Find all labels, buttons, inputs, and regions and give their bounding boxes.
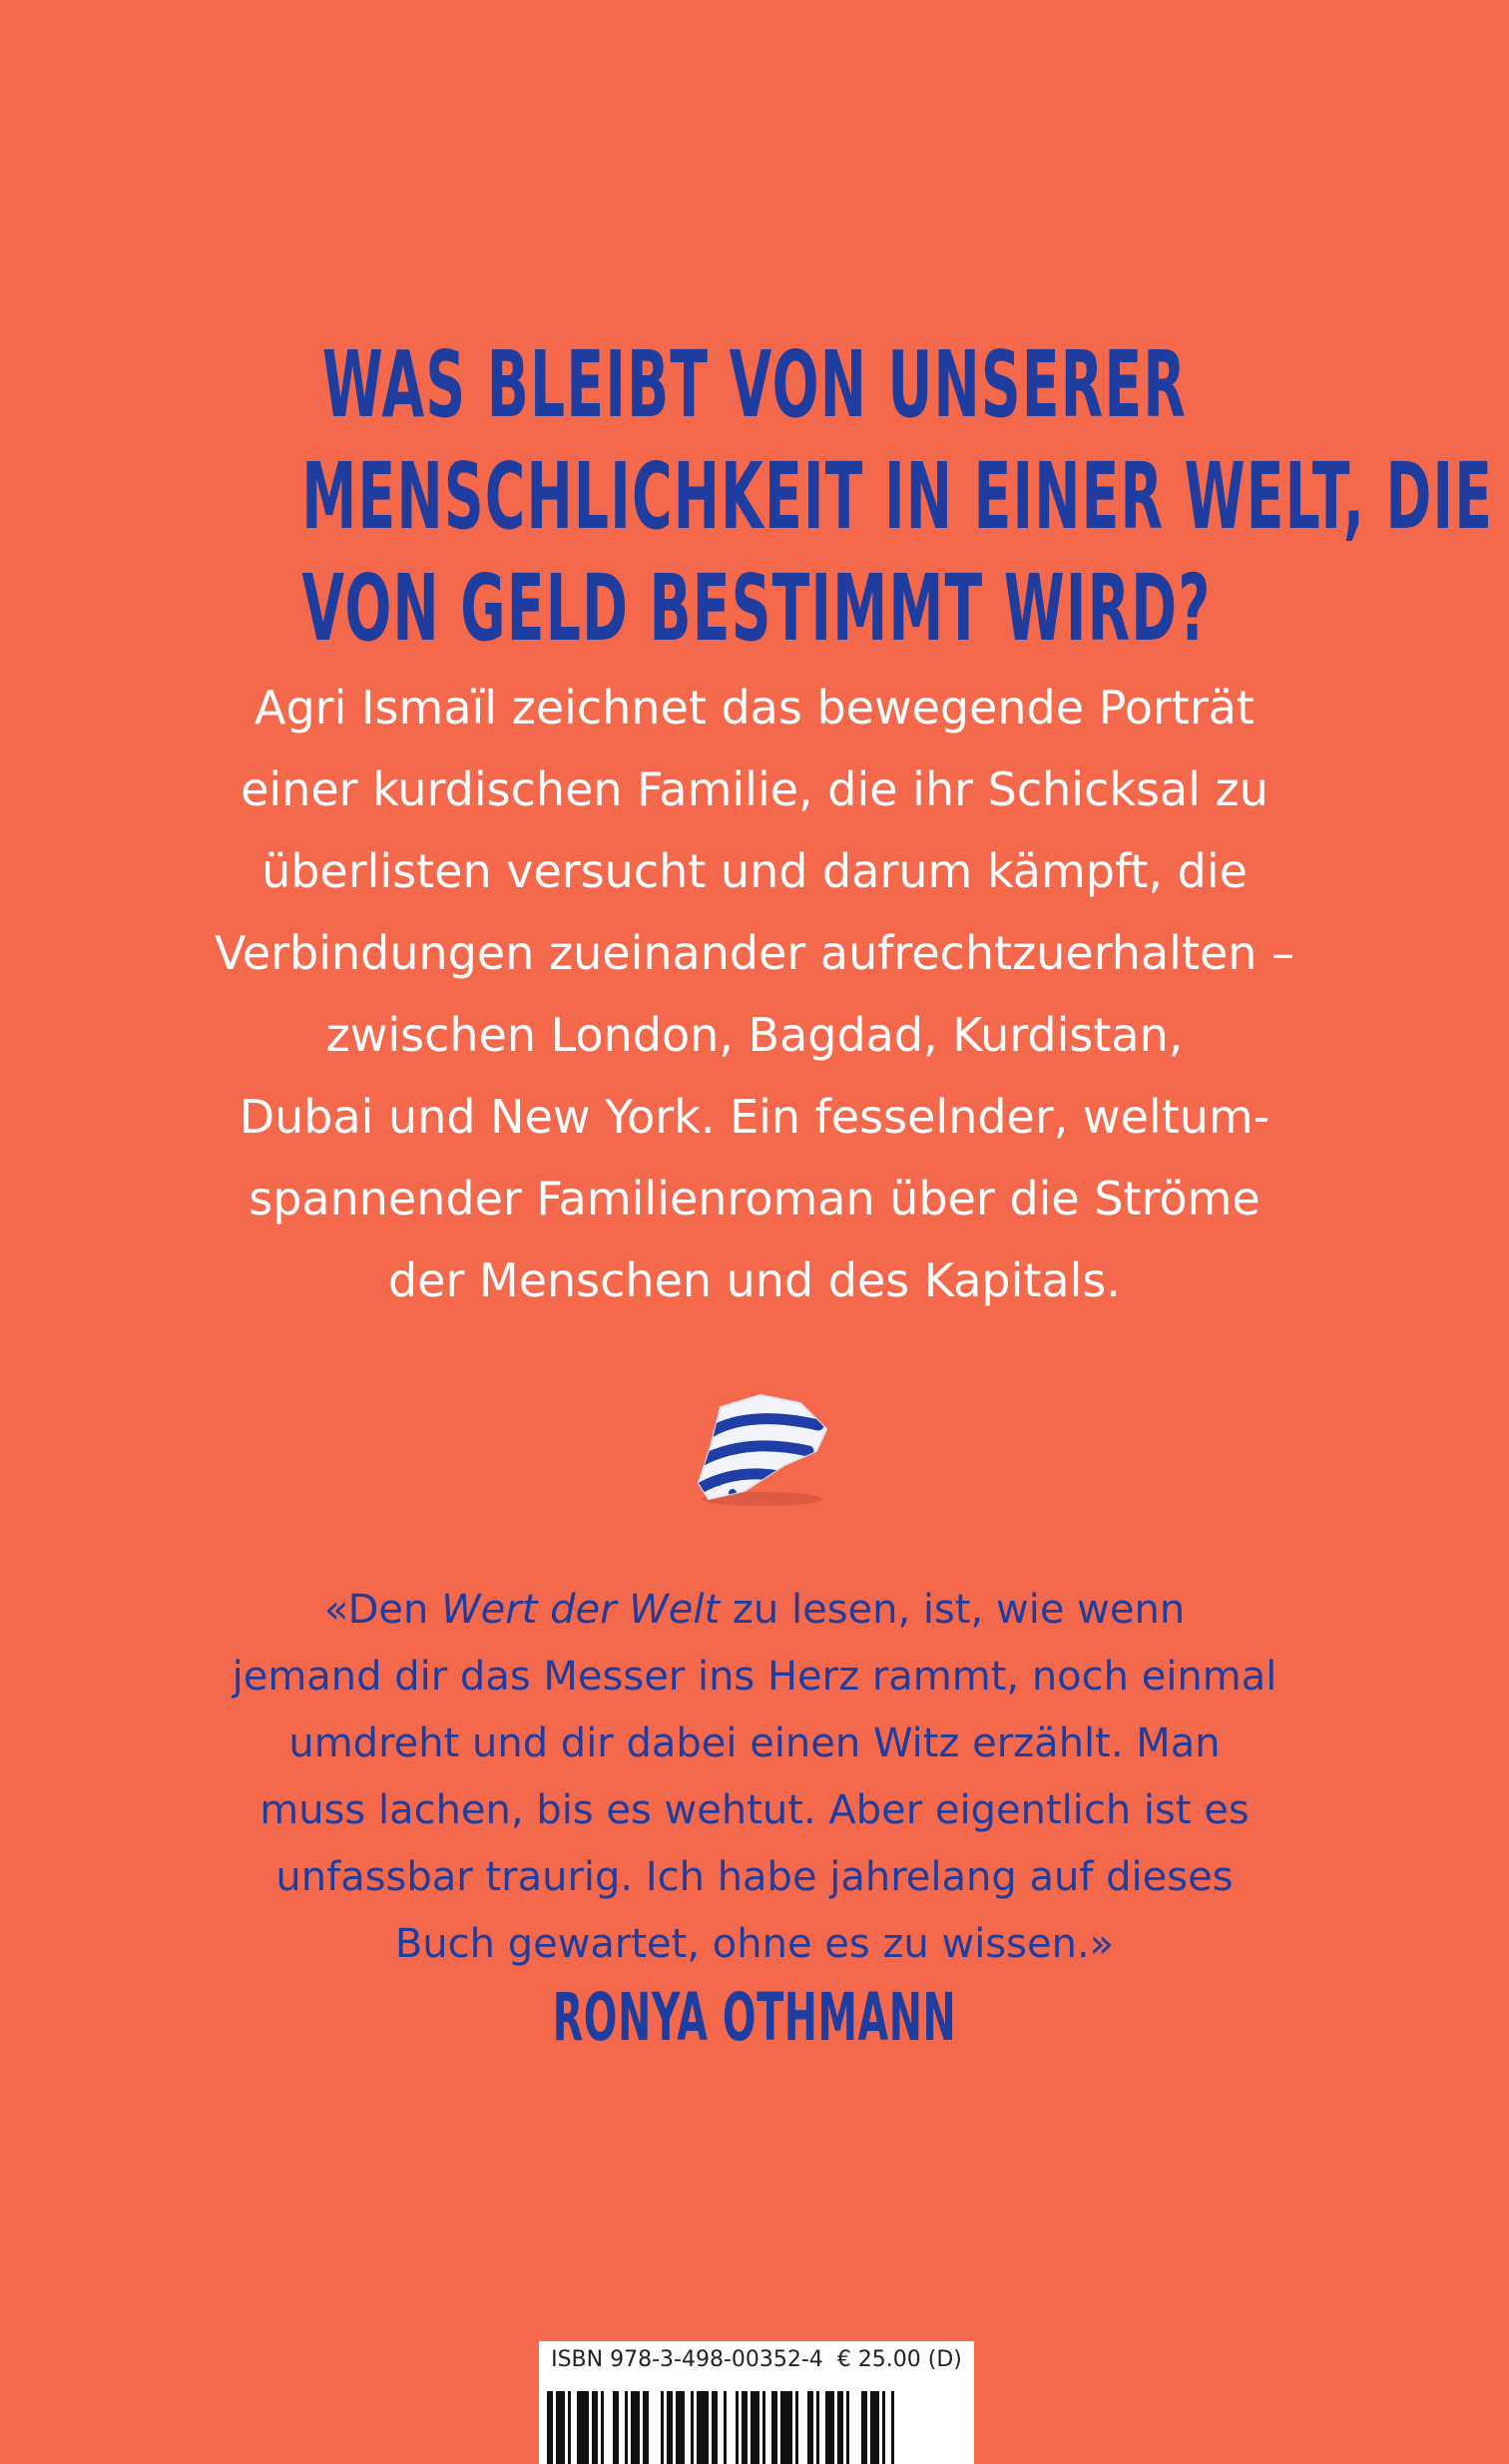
blurb-line: Agri Ismaïl zeichnet das bewegende Porträt [254, 681, 1255, 735]
blurb-line: Dubai und New York. Ein fesselnder, weltum- [239, 1090, 1270, 1144]
porcelain-shard-icon [689, 1389, 838, 1509]
barcode-stripe [882, 2391, 885, 2464]
quote-line: muss lachen, bis es wehtut. Aber eigentlich ist es [259, 1787, 1250, 1833]
barcode-stripe [568, 2391, 571, 2464]
quote-line [0, 1577, 1509, 1644]
blurb-line: spannender Familienroman über die Ströme [249, 1172, 1260, 1226]
barcode-stripe [661, 2391, 664, 2464]
headline-line: VON GELD BESTIMMT WIRD? [301, 555, 1212, 662]
barcode-stripe [795, 2391, 798, 2464]
quote-line1-rest: zu lesen, ist, wie wenn [720, 1587, 1186, 1633]
barcode-stripe [891, 2391, 894, 2464]
barcode-stripe [771, 2391, 777, 2464]
barcode-stripe [736, 2391, 739, 2464]
barcode-stripe [643, 2391, 649, 2464]
barcode-stripe [742, 2391, 748, 2464]
barcode-stripe [870, 2391, 879, 2464]
barcode-stripe [751, 2391, 759, 2464]
isbn-number: ISBN 978-3-498-00352-4 [551, 2347, 823, 2372]
barcode-stripe [613, 2391, 619, 2464]
barcode-stripe [712, 2391, 718, 2464]
price-label: € 25.00 (D) [836, 2347, 962, 2372]
headline-line: MENSCHLICHKEIT IN EINER WELT, DIE [301, 443, 1494, 550]
blurb-line: überlisten versucht und darum kämpft, die [261, 844, 1248, 898]
barcode-stripe [592, 2391, 598, 2464]
quote-text [0, 1577, 1509, 1978]
blurb-line: zwischen London, Bagdad, Kurdistan, [325, 1008, 1184, 1062]
headline-line: WAS BLEIBT VON UNSERER [321, 331, 1188, 438]
barcode-bars [547, 2391, 966, 2464]
barcode-stripe [625, 2391, 628, 2464]
barcode-stripe [547, 2391, 553, 2464]
blurb-line: Verbindungen zueinander aufrechtzuerhalten – [214, 926, 1295, 980]
barcode-stripe [762, 2391, 765, 2464]
headline [301, 329, 1494, 665]
barcode-stripe [577, 2391, 589, 2464]
quote-line: jemand dir das Messer ins Herz rammt, noch einmal [232, 1654, 1277, 1700]
barcode-stripe [780, 2391, 792, 2464]
quote-line: unfassbar traurig. Ich habe jahrelang auf dieses [275, 1854, 1234, 1900]
barcode-stripe [837, 2391, 843, 2464]
blurb-text [0, 667, 1509, 1321]
barcode-stripe [556, 2391, 565, 2464]
barcode-stripe [601, 2391, 604, 2464]
barcode-stripe [816, 2391, 819, 2464]
quote-line: Buch gewartet, ohne es zu wissen.» [394, 1921, 1115, 1967]
quote-author: RONYA OTHMANN [552, 1979, 957, 2056]
barcode-stripe [691, 2391, 694, 2464]
quote-open: «Den [323, 1587, 442, 1633]
barcode-stripe [807, 2391, 813, 2464]
barcode-stripe [631, 2391, 640, 2464]
barcode-stripe [697, 2391, 709, 2464]
barcode-stripe [667, 2391, 673, 2464]
quote-line: umdreht und dir dabei einen Witz erzählt. Man [288, 1721, 1221, 1766]
blurb-line: der Menschen und des Kapitals. [387, 1253, 1121, 1307]
barcode-stripe [861, 2391, 867, 2464]
blurb-line: einer kurdischen Familie, die ihr Schicksal zu [241, 762, 1268, 816]
barcode-stripe [846, 2391, 849, 2464]
barcode-stripe [676, 2391, 685, 2464]
quote-book-title: Wert der Welt [441, 1587, 721, 1633]
isbn-line [539, 2347, 974, 2372]
barcode-stripe [724, 2391, 727, 2464]
barcode-stripe [825, 2391, 834, 2464]
barcode [539, 2341, 974, 2464]
